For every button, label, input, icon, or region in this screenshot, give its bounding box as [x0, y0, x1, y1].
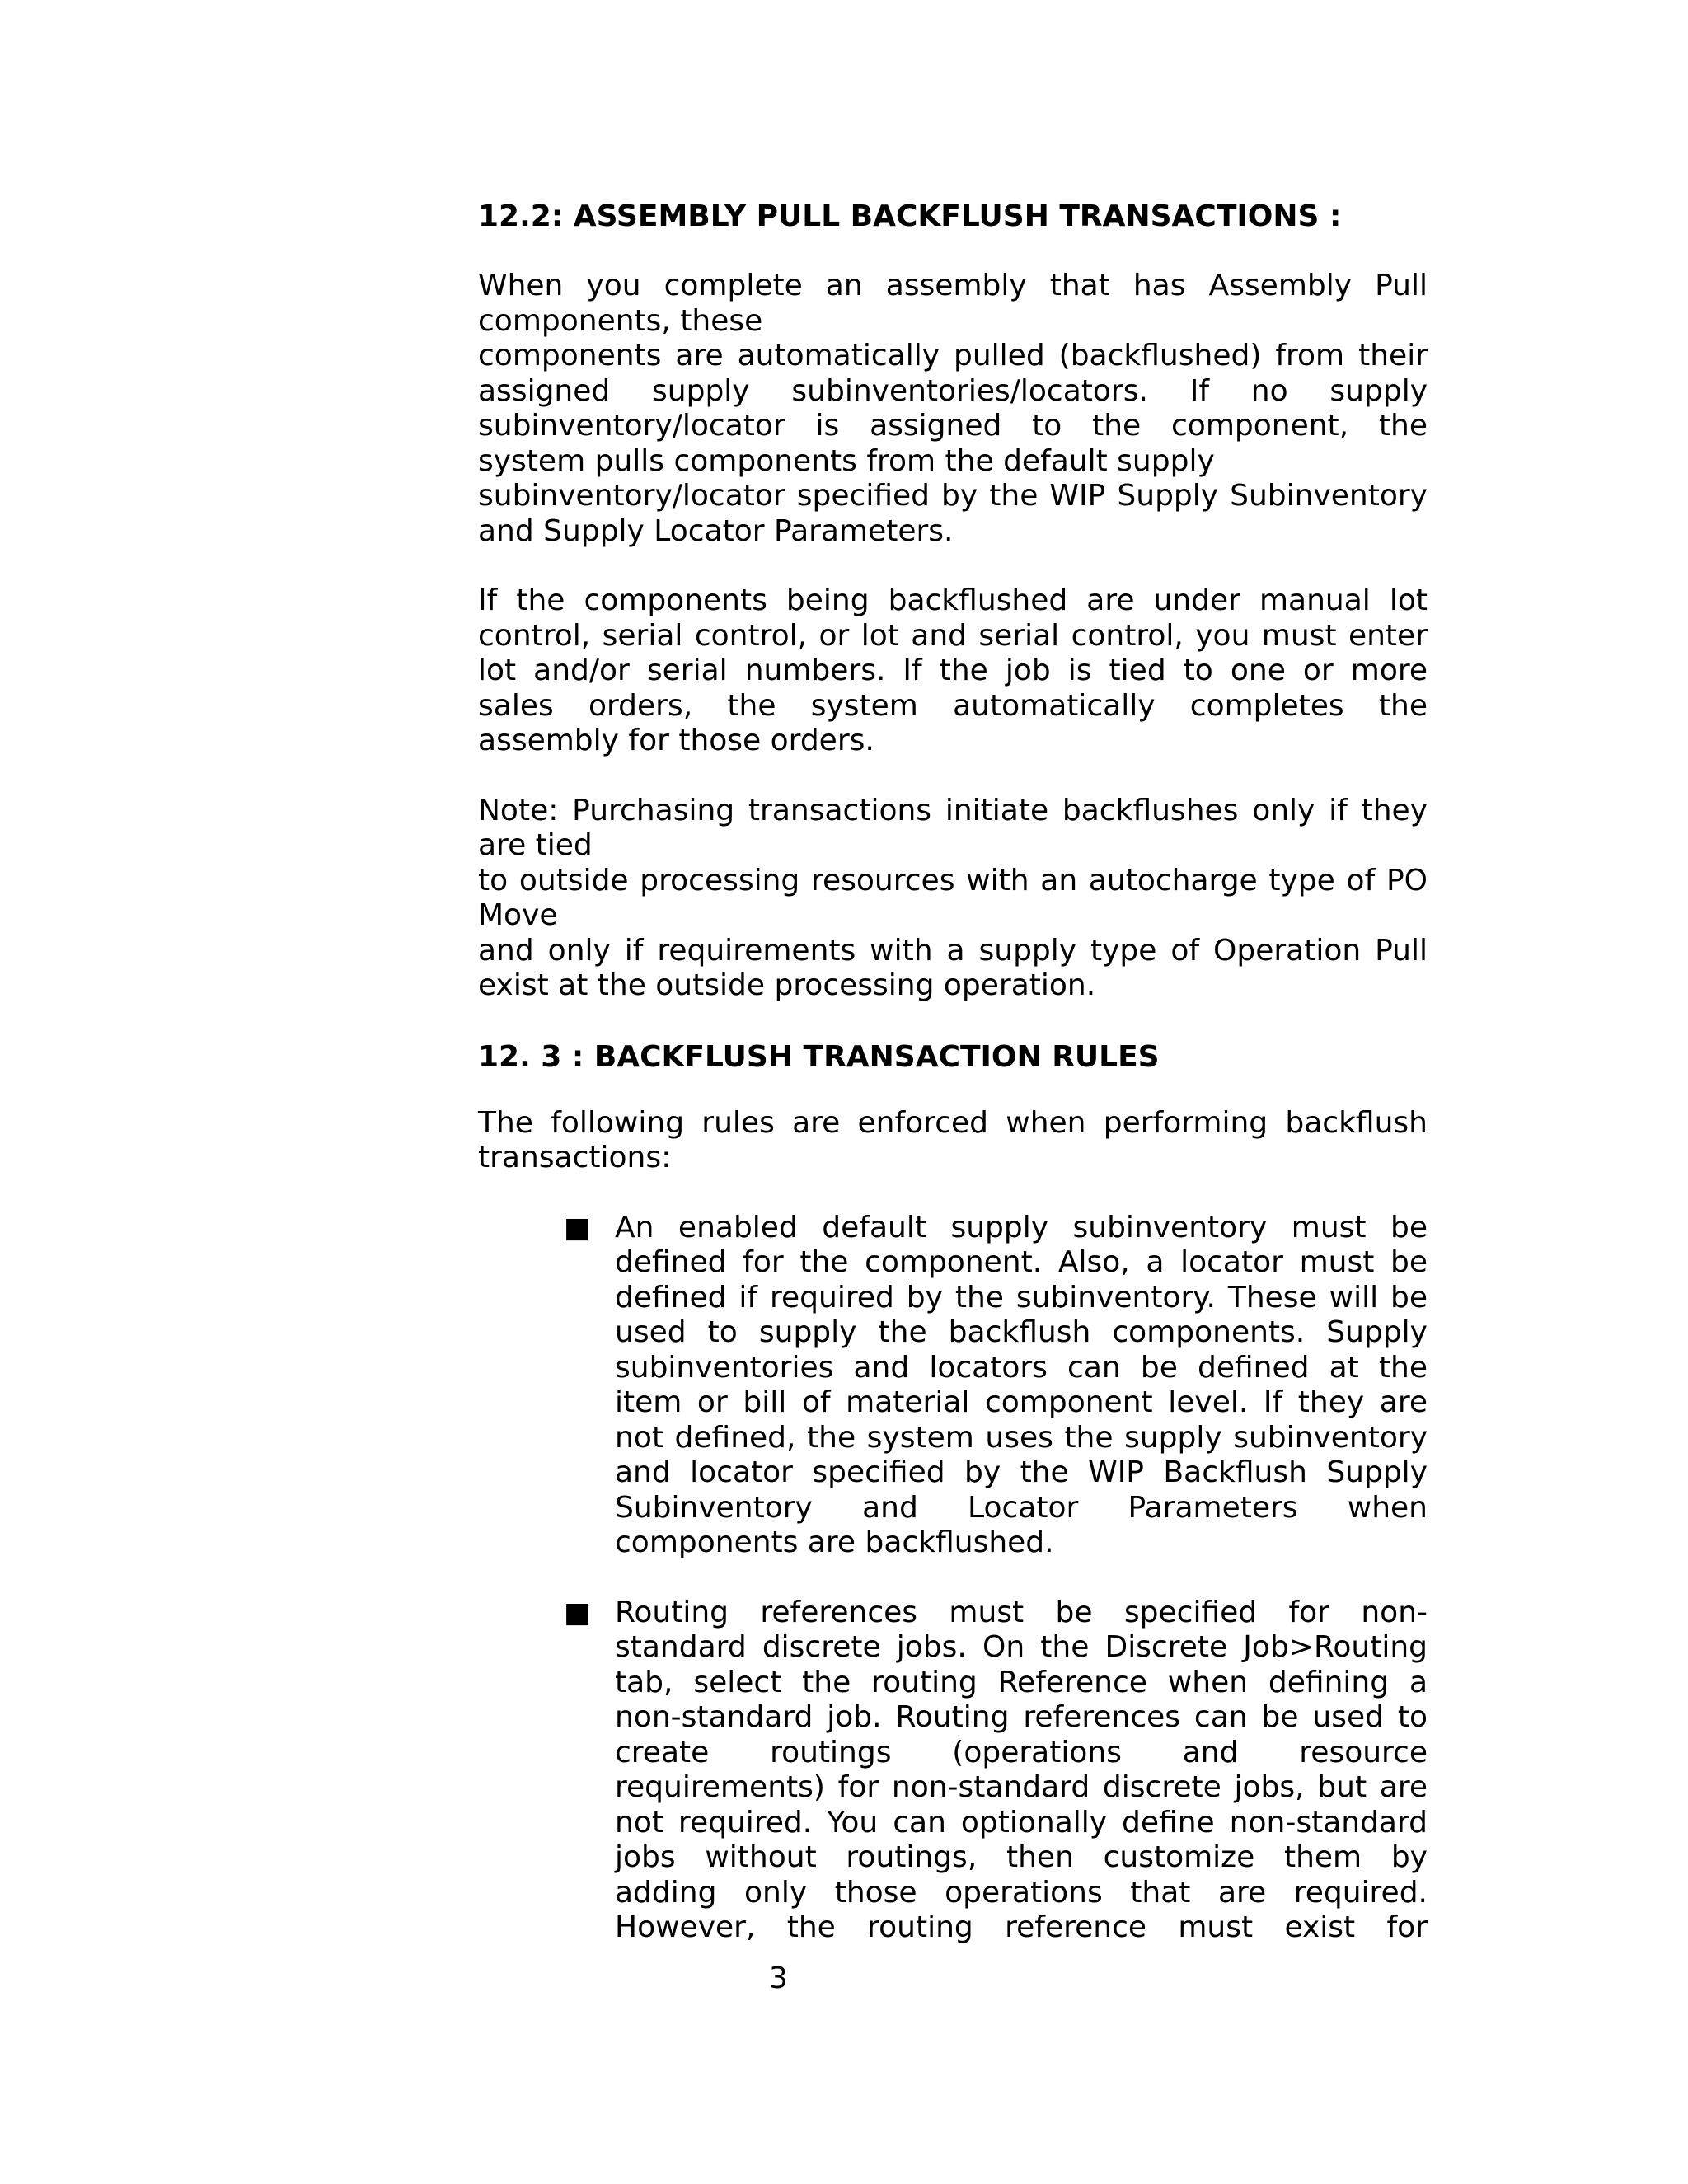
paragraph-assembly-pull-intro	[478, 269, 1428, 549]
text-line: components are automatically pulled (backflushed) from their	[478, 339, 1428, 373]
text-line: control, serial control, or lot and serial control, you must enter	[478, 618, 1428, 653]
text-line: subinventory/locator is assigned to the component, the	[478, 409, 1428, 443]
text-line: standard discrete jobs. On the Discrete Job>Routing	[615, 1630, 1428, 1664]
text-line: item or bill of material component level. If they are	[615, 1385, 1428, 1419]
text-line: Note: Purchasing transactions initiate backflushes only if they	[478, 793, 1428, 827]
section-heading-assembly-pull: 12.2: ASSEMBLY PULL BACKFLUSH TRANSACTIONS :	[478, 199, 1342, 233]
text-line: sales orders, the system automatically completes the	[478, 688, 1428, 723]
text-line: tab, select the routing Reference when defining a	[615, 1665, 1428, 1699]
text-line: not defined, the system uses the supply subinventory	[615, 1420, 1428, 1455]
text-line: If the components being backflushed are under manual lot	[478, 583, 1428, 617]
text-line: defined for the component. Also, a locator must be	[615, 1245, 1428, 1279]
page-content	[478, 198, 1428, 1946]
paragraph-note	[478, 794, 1428, 1004]
text-line: requirements) for non-standard discrete jobs, but are	[615, 1770, 1428, 1804]
bullet-item-supply-subinventory	[478, 1211, 1428, 1561]
text-line: assembly for those orders.	[478, 724, 874, 757]
text-line: Routing references must be specified for non-	[615, 1595, 1428, 1629]
text-line: Move	[478, 898, 558, 932]
text-line: jobs without routings, then customize them by	[615, 1840, 1428, 1874]
text-line: create routings (operations and resource	[615, 1735, 1428, 1769]
bullet-item-routing-references	[478, 1596, 1428, 1946]
text-line: defined if required by the subinventory. These will be	[615, 1280, 1428, 1315]
bullet-text	[615, 1596, 1428, 1946]
text-line: components, these	[478, 303, 763, 338]
text-line: Subinventory and Locator Parameters when	[615, 1490, 1428, 1525]
text-line: not required. You can optionally define non-standard	[615, 1805, 1428, 1840]
text-line: lot and/or serial numbers. If the job is tied to one or more	[478, 654, 1428, 687]
text-line: assigned supply subinventories/locators. If no supply	[478, 373, 1428, 408]
square-bullet-icon: ■	[564, 1596, 591, 1629]
text-line: transactions:	[478, 1141, 672, 1174]
text-line: are tied	[478, 828, 593, 862]
text-line: system pulls components from the default supply	[478, 443, 1215, 478]
text-line: and only if requirements with a supply type of Operation Pull	[478, 933, 1428, 968]
page-number: 3	[769, 1961, 788, 1995]
text-line: An enabled default supply subinventory must be	[615, 1210, 1428, 1244]
text-line: components are backflushed.	[615, 1526, 1054, 1559]
text-line: and locator specified by the WIP Backflush Supply	[615, 1455, 1428, 1489]
text-line: exist at the outside processing operation.	[478, 968, 1096, 1002]
paragraph-lot-serial-control	[478, 583, 1428, 759]
text-line: to outside processing resources with an autocharge type of PO	[478, 863, 1428, 898]
text-line: subinventory/locator specified by the WIP Supply Subinventory	[478, 479, 1428, 513]
text-line: However, the routing reference must exist for	[615, 1910, 1428, 1944]
text-line: and Supply Locator Parameters.	[478, 513, 954, 548]
rules-bullet-list	[478, 1211, 1428, 1946]
text-line: The following rules are enforced when performing backflush	[478, 1105, 1428, 1140]
paragraph-rules-intro	[478, 1106, 1428, 1176]
bullet-text	[615, 1211, 1428, 1561]
section-heading-transaction-rules: 12. 3 : BACKFLUSH TRANSACTION RULES	[478, 1039, 1160, 1074]
text-line: used to supply the backflush components. Supply	[615, 1315, 1428, 1349]
text-line: adding only those operations that are required.	[615, 1875, 1428, 1910]
text-line: When you complete an assembly that has Assembly Pull	[478, 269, 1428, 302]
text-line: non-standard job. Routing references can be used to	[615, 1700, 1428, 1734]
text-line: subinventories and locators can be defined at the	[615, 1350, 1428, 1385]
square-bullet-icon: ■	[564, 1211, 591, 1244]
